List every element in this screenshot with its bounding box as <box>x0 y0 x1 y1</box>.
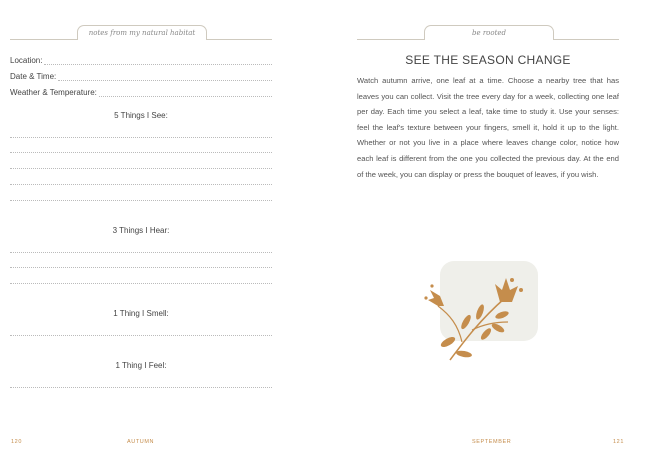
writing-line <box>10 252 272 253</box>
section-feel-label: 1 Thing I Feel: <box>115 361 167 370</box>
field-label: Weather & Temperature: <box>10 88 97 97</box>
left-footer: AUTUMN <box>127 439 155 445</box>
writing-line <box>10 152 272 153</box>
writing-line <box>10 168 272 169</box>
writing-line <box>10 335 272 336</box>
writing-line <box>10 137 272 138</box>
writing-line <box>44 56 272 65</box>
location-field <box>10 56 272 65</box>
writing-line <box>10 184 272 185</box>
writing-line <box>10 267 272 268</box>
body-text: Watch autumn arrive, one leaf at a time. Choose a nearby tree that has leaves you can collect. Visit the tree every day for a week, collecting one leaf per day. Each time you select a leaf, take time to study it. Use your senses: feel the leaf's texture between your fingers, smell it, hold it up to the light. Whether or not you live in a place where leaves change color, notice how each leaf is different from the one you collected the previous day. At the end of the week, you can display or press the bouquet of leaves, if you wish. <box>357 76 619 179</box>
flower-branch-icon <box>420 270 530 370</box>
writing-line <box>10 387 272 388</box>
section-hear-label: 3 Things I Hear: <box>112 226 170 235</box>
section-see-label: 5 Things I See: <box>114 111 168 120</box>
section-smell-label: 1 Thing I Smell: <box>113 309 169 318</box>
weather-field <box>10 88 272 97</box>
field-label: Location: <box>10 56 43 65</box>
writing-line <box>58 72 272 81</box>
page-title: SEE THE SEASON CHANGE <box>405 53 571 67</box>
date-time-field <box>10 72 272 81</box>
left-page-number: 120 <box>11 439 22 445</box>
field-label: Date & Time: <box>10 72 57 81</box>
writing-line <box>10 200 272 201</box>
left-header-tab: notes from my natural habitat <box>77 25 207 40</box>
writing-line <box>99 88 272 97</box>
writing-line <box>10 283 272 284</box>
right-page-number: 121 <box>613 439 624 445</box>
right-footer: SEPTEMBER <box>472 439 512 445</box>
right-header-tab: be rooted <box>424 25 554 40</box>
